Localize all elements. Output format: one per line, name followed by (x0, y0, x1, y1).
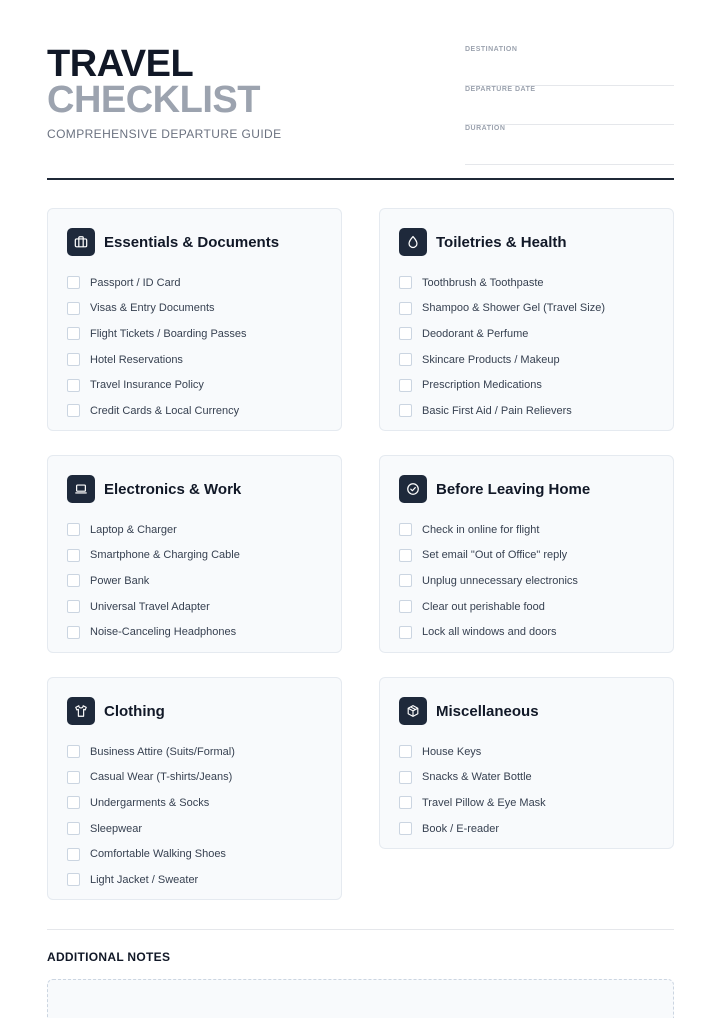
checklist-item[interactable] (67, 790, 235, 816)
card-header (67, 475, 241, 503)
checklist-item-label: Casual Wear (T-shirts/Jeans) (90, 771, 233, 784)
checklist-item-label: Smartphone & Charging Cable (90, 549, 240, 562)
card-toiletries-health (379, 208, 674, 431)
checklist (399, 517, 578, 645)
card-header (67, 697, 165, 725)
checklist-item[interactable] (399, 398, 605, 424)
checklist-item[interactable] (399, 296, 605, 322)
checkbox[interactable] (399, 523, 412, 536)
notes-divider (47, 929, 674, 930)
checklist-item-label: Book / E-reader (422, 822, 500, 835)
checklist-item[interactable] (67, 321, 247, 347)
checklist-item[interactable] (67, 568, 240, 594)
destination-label: DESTINATION (465, 46, 518, 53)
checklist (67, 739, 235, 893)
section-title: Clothing (104, 702, 165, 720)
checkbox[interactable] (67, 302, 80, 315)
package-icon (399, 697, 427, 725)
checkbox[interactable] (399, 276, 412, 289)
checkbox[interactable] (399, 745, 412, 758)
checklist-item[interactable] (399, 347, 605, 373)
checklist-item[interactable] (399, 619, 578, 645)
checklist-item-label: Check in online for flight (422, 523, 540, 536)
checklist-item-label: Business Attire (Suits/Formal) (90, 745, 235, 758)
checkbox[interactable] (67, 574, 80, 587)
checkbox[interactable] (399, 302, 412, 315)
checkbox[interactable] (67, 796, 80, 809)
checkbox[interactable] (67, 523, 80, 536)
checklist-item-label: Unplug unnecessary electronics (422, 574, 578, 587)
checklist-item-label: Undergarments & Socks (90, 796, 210, 809)
briefcase-icon (67, 228, 95, 256)
checkbox[interactable] (399, 379, 412, 392)
checklist-item-label: Travel Insurance Policy (90, 379, 204, 392)
checklist-item-label: Credit Cards & Local Currency (90, 404, 240, 417)
checklist-item-label: Toothbrush & Toothpaste (422, 276, 544, 289)
duration-label: DURATION (465, 125, 506, 132)
checklist-item-label: Sleepwear (90, 822, 142, 835)
departure-date-label: DEPARTURE DATE (465, 85, 536, 93)
checklist-item-label: Power Bank (90, 574, 150, 587)
checkbox[interactable] (67, 822, 80, 835)
checkbox[interactable] (67, 626, 80, 639)
checkbox[interactable] (67, 745, 80, 758)
checkbox[interactable] (67, 353, 80, 366)
checkbox[interactable] (399, 549, 412, 562)
card-miscellaneous (379, 677, 674, 849)
checkbox[interactable] (67, 873, 80, 886)
checklist-item-label: Universal Travel Adapter (90, 600, 210, 613)
checklist-item[interactable] (67, 347, 247, 373)
checklist-item[interactable] (67, 372, 247, 398)
card-essentials-documents (47, 208, 342, 431)
title-line-2: CHECKLIST (47, 79, 260, 121)
notes-title: ADDITIONAL NOTES (47, 950, 171, 964)
checklist-item-label: Basic First Aid / Pain Relievers (422, 404, 572, 417)
checkbox[interactable] (399, 574, 412, 587)
checkbox[interactable] (67, 379, 80, 392)
checkbox[interactable] (67, 549, 80, 562)
header-divider (47, 178, 674, 180)
checklist-item-label: Prescription Medications (422, 379, 542, 392)
subtitle: COMPREHENSIVE DEPARTURE GUIDE (47, 127, 282, 141)
checklist-item[interactable] (67, 398, 247, 424)
card-header (399, 475, 590, 503)
checklist-item[interactable] (399, 372, 605, 398)
checklist (399, 739, 546, 841)
checklist-item[interactable] (399, 790, 546, 816)
card-before-leaving-home (379, 455, 674, 653)
checkbox[interactable] (67, 276, 80, 289)
checklist-item-label: Laptop & Charger (90, 523, 177, 536)
checklist-item[interactable] (399, 568, 578, 594)
checklist-item[interactable] (399, 816, 546, 842)
checklist-item-label: Set email "Out of Office" reply (422, 549, 568, 562)
checklist-item-label: Hotel Reservations (90, 353, 183, 366)
checklist-item-label: Noise-Canceling Headphones (90, 626, 237, 639)
checklist-item[interactable] (67, 619, 240, 645)
checkbox[interactable] (67, 404, 80, 417)
card-electronics-work (47, 455, 342, 653)
section-title: Miscellaneous (436, 702, 539, 720)
section-title: Before Leaving Home (436, 480, 591, 498)
checklist-item-label: Deodorant & Perfume (422, 327, 529, 340)
trip-info-fields (465, 46, 674, 165)
checkbox[interactable] (399, 327, 412, 340)
checkbox[interactable] (399, 626, 412, 639)
checkbox[interactable] (399, 404, 412, 417)
section-title: Electronics & Work (104, 480, 242, 498)
card-header (399, 697, 539, 725)
checklist-item-label: Snacks & Water Bottle (422, 771, 532, 784)
checklist-item[interactable] (67, 296, 247, 322)
checkbox[interactable] (67, 771, 80, 784)
checklist-item[interactable] (67, 594, 240, 620)
checkbox[interactable] (399, 796, 412, 809)
check-circle-icon (399, 475, 427, 503)
checklist-item[interactable] (399, 543, 578, 569)
checklist-item[interactable] (399, 739, 546, 765)
checkbox[interactable] (67, 600, 80, 613)
checklist-item[interactable] (67, 517, 240, 543)
card-header (67, 228, 279, 256)
card-header (399, 228, 567, 256)
checkbox[interactable] (399, 353, 412, 366)
departure-date-field[interactable] (465, 86, 674, 126)
checklist-item-label: Clear out perishable food (422, 600, 545, 613)
checklist-item-label: Flight Tickets / Boarding Passes (90, 327, 247, 340)
checklist-item-label: Visas & Entry Documents (90, 302, 215, 315)
checklist-item[interactable] (67, 543, 240, 569)
checklist-item[interactable] (67, 765, 235, 791)
checkbox[interactable] (399, 822, 412, 835)
checklist-item-label: Lock all windows and doors (422, 626, 557, 639)
checklist-item-label: Travel Pillow & Eye Mask (422, 796, 546, 809)
checklist-item[interactable] (67, 739, 235, 765)
notes-textarea[interactable] (47, 979, 674, 1018)
duration-field[interactable] (465, 125, 674, 165)
title-line-1: TRAVEL (47, 43, 194, 85)
checklist (67, 270, 247, 424)
checklist (67, 517, 240, 645)
checklist-item-label: Passport / ID Card (90, 276, 181, 289)
checklist-item[interactable] (399, 594, 578, 620)
droplet-icon (399, 228, 427, 256)
checklist-item-label: Skincare Products / Makeup (422, 353, 560, 366)
checklist-item-label: Shampoo & Shower Gel (Travel Size) (422, 302, 605, 315)
checklist-item-label: Light Jacket / Sweater (90, 873, 199, 886)
checklist-item[interactable] (399, 517, 578, 543)
destination-field[interactable] (465, 46, 674, 86)
checklist-item[interactable] (399, 270, 605, 296)
checklist-item[interactable] (67, 816, 235, 842)
checklist-item[interactable] (67, 867, 235, 893)
checklist-item-label: House Keys (422, 745, 482, 758)
checklist (399, 270, 605, 424)
shirt-icon (67, 697, 95, 725)
checkbox[interactable] (399, 771, 412, 784)
checklist-item[interactable] (67, 270, 247, 296)
checkbox[interactable] (399, 600, 412, 613)
checkbox[interactable] (67, 848, 80, 861)
checklist-item-label: Comfortable Walking Shoes (90, 848, 226, 861)
laptop-icon (67, 475, 95, 503)
section-title: Toiletries & Health (436, 233, 567, 251)
checklist-item[interactable] (399, 765, 546, 791)
checklist-item[interactable] (67, 841, 235, 867)
checklist-item[interactable] (399, 321, 605, 347)
header (47, 0, 674, 180)
section-title: Essentials & Documents (104, 233, 280, 251)
checkbox[interactable] (67, 327, 80, 340)
card-clothing (47, 677, 342, 900)
